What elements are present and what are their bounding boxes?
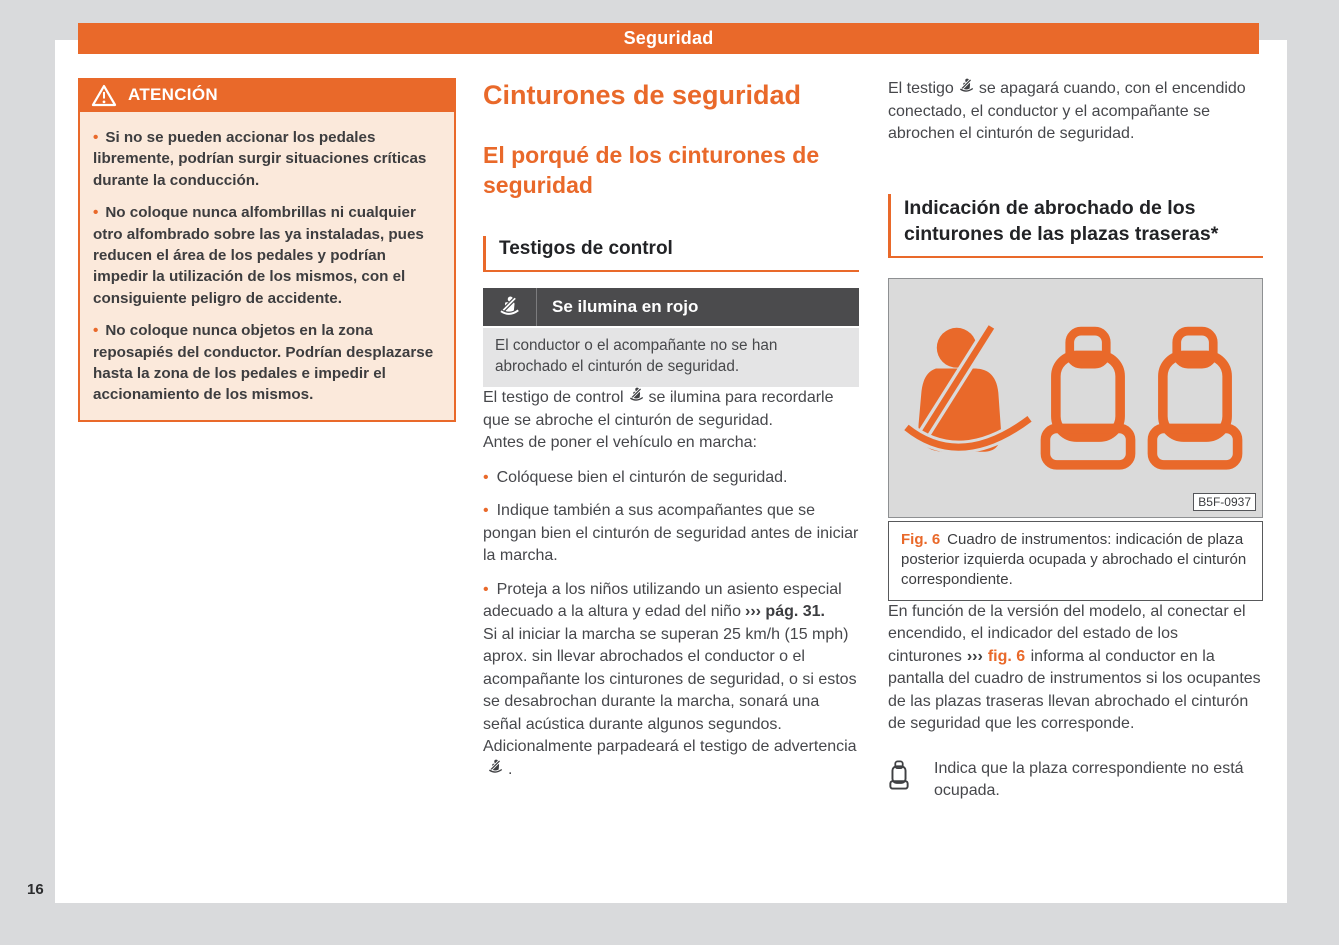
right-column [888, 78, 1263, 803]
middle-column [483, 80, 859, 781]
belted-occupant-icon [903, 325, 1033, 471]
paragraph: El testigo se apagará cuando, con el encendido conectado, el conductor y el acompañante se abrochen el cinturón de seguridad. [888, 80, 1246, 142]
bullet-dot: • [93, 129, 99, 146]
bullet-dot: • [93, 204, 99, 222]
paragraph: Antes de poner el vehículo en marcha: [483, 434, 757, 451]
section-title: El porqué de los cinturones de seguridad [483, 142, 820, 198]
chapter-header-bar [78, 23, 1259, 54]
warning-title: ATENCIÓN [128, 85, 218, 104]
figure-code-label: B5F-0937 [1193, 493, 1256, 511]
warning-item: • No coloque nunca alfombrillas ni cualquier otro alfombrado sobre las ya instaladas, pues reducen el área de los pedales y podrían impedir la utilización de los mismos, con el consiguiente peligro de accidente. [93, 204, 424, 307]
figure-label: Fig. 6 [901, 530, 941, 548]
reference-arrows: ››› [966, 647, 983, 665]
warning-header [78, 78, 456, 112]
warning-item: • No coloque nunca objetos en la zona reposapiés del conductor. Podrían desplazarse hasta la zona de los pedales e impedir el accionamiento de los mismos. [93, 322, 434, 404]
indicator-lamp-bar [483, 288, 859, 326]
chapter-title: Seguridad [623, 28, 714, 48]
seatbelt-warning-icon [629, 387, 644, 404]
warning-body [78, 112, 456, 422]
bullet-dot: • [483, 468, 489, 486]
subsection-heading: Indicación de abrochado de los cinturones de las plazas traseras* [888, 194, 1263, 258]
page-title: Cinturones de seguridad [483, 80, 802, 110]
page-number: 16 [27, 881, 44, 898]
paragraph: En función de la versión del modelo, al conectar el encendido, el indicador del estado de los cinturones ››› fig. 6 informa al conductor en la pantalla del cuadro de instrumentos si los ocupantes de las plazas traseras llevan abrochado el cinturón de seguridad que les corresponde. [888, 602, 1261, 732]
subsection-heading: Testigos de control [483, 236, 859, 272]
warning-item: • Si no se pueden accionar los pedales libremente, podrían surgir situaciones críticas durante la conducción. [93, 129, 427, 189]
legend-text: Indica que la plaza correspondiente no está ocupada. [934, 759, 1244, 799]
seatbelt-warning-icon [959, 78, 974, 95]
indicator-label: Se ilumina en rojo [536, 288, 698, 326]
list-item: • Proteja a los niños utilizando un asiento especial adecuado a la altura y edad del niño ››› pág. 31. [483, 580, 842, 620]
left-column [78, 78, 456, 422]
paragraph: El testigo de control se ilumina para recordarle que se abroche el cinturón de seguridad. [483, 389, 834, 429]
seat-outline-icon [888, 760, 910, 790]
seat-outline-icon [1035, 324, 1141, 472]
seatbelt-warning-icon [499, 296, 520, 319]
legend-item [888, 758, 1263, 803]
figure-caption: Fig. 6 Cuadro de instrumentos: indicación de plaza posterior izquierda ocupada y abrochado el cinturón correspondiente. [888, 521, 1263, 601]
list-item: • Colóquese bien el cinturón de seguridad. [483, 468, 788, 486]
figure-6-image [888, 278, 1263, 518]
paragraph: Si al iniciar la marcha se superan 25 km/h (15 mph) aprox. sin llevar abrochados el conductor o el acompañante los cinturones de seguridad, o si estos se desabrochan durante la marcha, sonará una señal acústica durante algunos segundos. Adicionalmente parpadeará el testigo de advertencia. [483, 625, 857, 778]
indicator-icon-cell [483, 288, 536, 326]
figure-reference: fig. 6 [987, 647, 1026, 665]
bullet-dot: • [483, 580, 489, 598]
warning-box [78, 78, 456, 422]
bullet-list [483, 467, 859, 624]
warning-triangle-icon [91, 84, 117, 107]
seatbelt-warning-icon [488, 759, 503, 776]
bullet-dot: • [483, 502, 489, 519]
indicator-description: El conductor o el acompañante no se han abrochado el cinturón de seguridad. [483, 328, 859, 387]
bullet-dot: • [93, 322, 99, 340]
seat-outline-icon [1142, 324, 1248, 472]
list-item: • Indique también a sus acompañantes que se pongan bien el cinturón de seguridad antes de iniciar la marcha. [483, 502, 859, 564]
page-reference: ››› pág. 31. [744, 603, 825, 620]
